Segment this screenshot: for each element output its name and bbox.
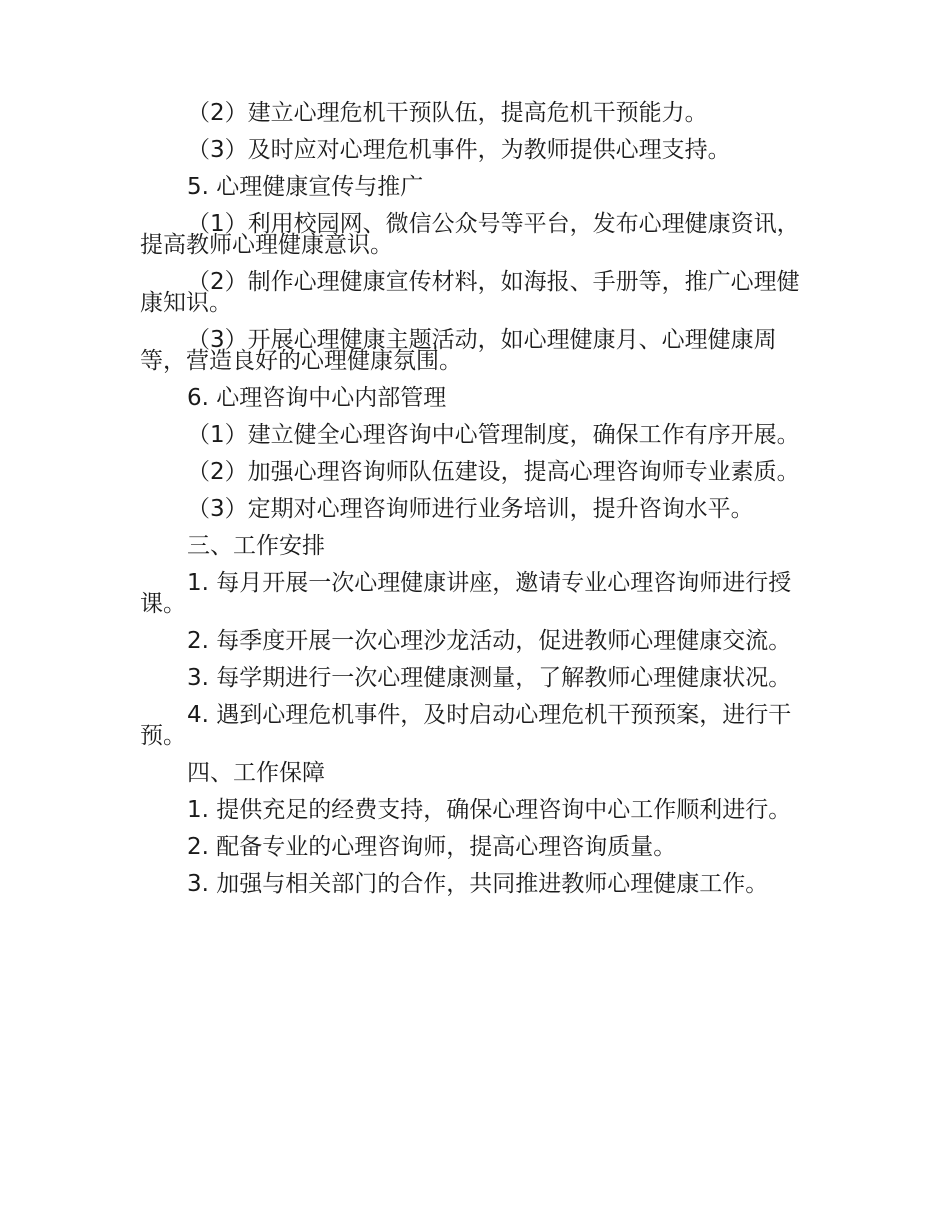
- heading-work-arrangement: 三、工作安排: [187, 533, 325, 559]
- paragraph-crisis-team: （2）建立心理危机干预队伍，提高危机干预能力。: [187, 100, 708, 126]
- paragraph-cooperation: 3. 加强与相关部门的合作，共同推进教师心理健康工作。: [187, 871, 769, 897]
- paragraph-semester-measurement: 3. 每学期进行一次心理健康测量，了解教师心理健康状况。: [187, 665, 792, 691]
- paragraph-crisis-response: （3）及时应对心理危机事件，为教师提供心理支持。: [187, 137, 731, 163]
- paragraph-counselor-training: （3）定期对心理咨询师进行业务培训，提升咨询水平。: [187, 496, 754, 522]
- paragraph-publicity-online: （1）利用校园网、微信公众号等平台，发布心理健康资讯，提高教师心理健康意识。: [140, 211, 800, 258]
- paragraph-counselor-team: （2）加强心理咨询师队伍建设，提高心理咨询师专业素质。: [187, 459, 800, 485]
- document-body: [140, 100, 820, 897]
- paragraph-monthly-lecture: 1. 每月开展一次心理健康讲座，邀请专业心理咨询师进行授课。: [140, 570, 792, 617]
- heading-work-guarantee: 四、工作保障: [187, 760, 325, 786]
- paragraph-crisis-intervention: 4. 遇到心理危机事件，及时启动心理危机干预预案，进行干预。: [140, 702, 792, 749]
- paragraph-management-system: （1）建立健全心理咨询中心管理制度，确保工作有序开展。: [187, 422, 800, 448]
- paragraph-quarterly-salon: 2. 每季度开展一次心理沙龙活动，促进教师心理健康交流。: [187, 628, 792, 654]
- heading-internal-management: 6. 心理咨询中心内部管理: [187, 385, 447, 411]
- paragraph-publicity-activities: （3）开展心理健康主题活动，如心理健康月、心理健康周等，营造良好的心理健康氛围。: [140, 327, 777, 374]
- heading-publicity: 5. 心理健康宣传与推广: [187, 174, 424, 200]
- paragraph-publicity-materials: （2）制作心理健康宣传材料，如海报、手册等，推广心理健康知识。: [140, 269, 800, 316]
- paragraph-funding: 1. 提供充足的经费支持，确保心理咨询中心工作顺利进行。: [187, 797, 792, 823]
- paragraph-staffing: 2. 配备专业的心理咨询师，提高心理咨询质量。: [187, 834, 677, 860]
